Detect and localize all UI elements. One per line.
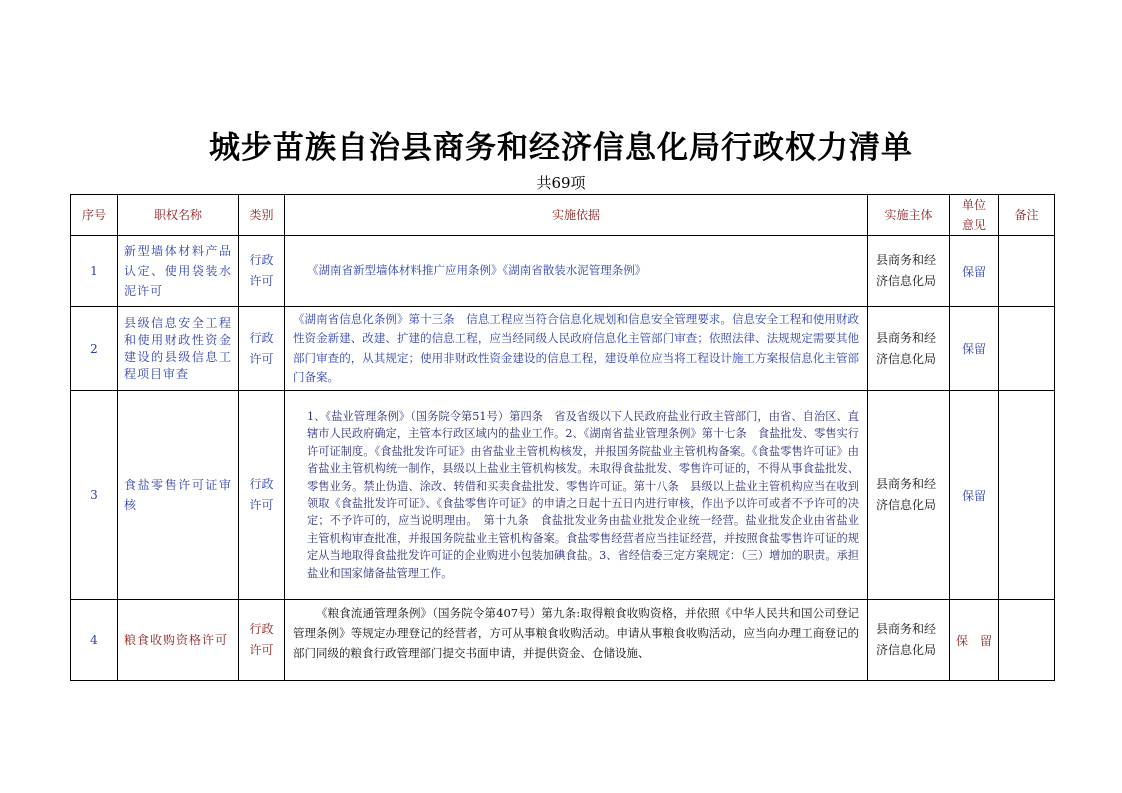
item-count: 共69项 — [536, 174, 586, 192]
row-name: 县级信息安全工程和使用财政性资金建设的县级信息工程项目审查 — [118, 307, 239, 391]
row-opinion: 保留 — [950, 236, 999, 307]
row-opinion: 保留 — [950, 391, 999, 600]
header-opinion: 单位意见 — [950, 195, 999, 236]
row-implementer: 县商务和经济信息化局 — [868, 307, 950, 391]
table-row — [71, 236, 1055, 307]
row-opinion: 保 留 — [950, 600, 999, 681]
row-implementer: 县商务和经济信息化局 — [868, 600, 950, 681]
table-row — [71, 391, 1055, 600]
row-type: 行政许可 — [239, 307, 285, 391]
header-remark: 备注 — [999, 195, 1055, 236]
row-opinion: 保留 — [950, 307, 999, 391]
row-basis: 《湖南省新型墙体材料推广应用条例》《湖南省散装水泥管理条例》 — [285, 236, 868, 307]
row-remark — [999, 600, 1055, 681]
table-row — [71, 307, 1055, 391]
row-no: 4 — [71, 600, 118, 681]
row-remark — [999, 236, 1055, 307]
table-header-row — [71, 195, 1055, 236]
header-no: 序号 — [71, 195, 118, 236]
row-implementer: 县商务和经济信息化局 — [868, 391, 950, 600]
row-basis: 1、《盐业管理条例》（国务院令第51号）第四条 省及省级以下人民政府盐业行政主管部门，由省、自治区、直辖市人民政府确定，主管本行政区域内的盐业工作。2、《湖南省盐业管理条例》第十七条 食盐批发、零售实行许可证制度。《食盐批发许可证》由省盐业主管机构核发，并报国务院盐业主管机构备案。《食盐零售许可证》由省盐业主管机构统一制作，县级以上盐业主管机构核发。未取得食盐批发、零售许可证的，不得从事食盐批发、零售业务。禁止伪造、涂改、转借和买卖食盐批发、零售许可证。第十八条 县级以上盐业主管机构应当在收到领取《食盐批发许可证》、《食盐零售许可证》的申请之日起十五日内进行审核，作出予以许可或者不予许可的决定；不予许可的，应当说明理由。 第十九条 食盐批发业务由盐业批发企业统一经营。盐业批发企业由省盐业主管机构审查批准，并报国务院盐业主管机构备案。食盐零售经营者应当挂证经营，并按照食盐零售许可证的规定从当地取得食盐批发许可证的企业购进小包装加碘食盐。3、省经信委三定方案规定：（三）增加的职责。承担盐业和国家储备盐管理工作。 — [285, 391, 868, 600]
header-implementer: 实施主体 — [868, 195, 950, 236]
header-type: 类别 — [239, 195, 285, 236]
header-name: 职权名称 — [118, 195, 239, 236]
table-row — [71, 600, 1055, 681]
row-implementer: 县商务和经济信息化局 — [868, 236, 950, 307]
row-type: 行政许可 — [239, 391, 285, 600]
row-remark — [999, 391, 1055, 600]
header-basis: 实施依据 — [285, 195, 868, 236]
row-no: 2 — [71, 307, 118, 391]
row-name: 食盐零售许可证审核 — [118, 391, 239, 600]
row-basis: 《粮食流通管理条例》（国务院令第407号）第九条:取得粮食收购资格，并依照《中华人民共和国公司登记管理条例》等规定办理登记的经营者，方可从事粮食收购活动。申请从事粮食收购活动，应当向办理工商登记的部门同级的粮食行政管理部门提交书面申请，并提供资金、仓储设施、 — [285, 600, 868, 681]
power-list-table — [70, 194, 1055, 681]
row-type: 行政许可 — [239, 236, 285, 307]
row-no: 1 — [71, 236, 118, 307]
row-type: 行政许可 — [239, 600, 285, 681]
row-no: 3 — [71, 391, 118, 600]
row-remark — [999, 307, 1055, 391]
row-name: 粮食收购资格许可 — [118, 600, 239, 681]
row-name: 新型墙体材料产品认定、使用袋装水泥许可 — [118, 236, 239, 307]
row-basis: 《湖南省信息化条例》第十三条 信息工程应当符合信息化规划和信息安全管理要求。信息安全工程和使用财政性资金新建、改建、扩建的信息工程，应当经同级人民政府信息化主管部门审查；依照法律、法规规定需要其他部门审查的，从其规定；使用非财政性资金建设的信息工程，建设单位应当将工程设计施工方案报信息化主管部门备案。 — [285, 307, 868, 391]
page-title: 城步苗族自治县商务和经济信息化局行政权力清单 — [209, 130, 913, 166]
